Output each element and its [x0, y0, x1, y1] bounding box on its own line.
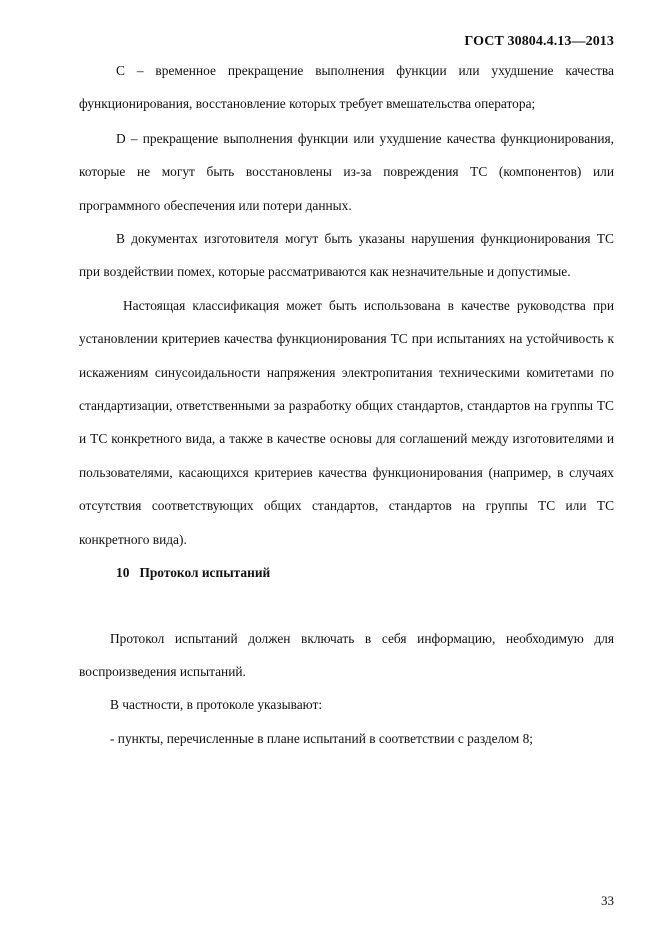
- page-number: 33: [601, 893, 614, 908]
- paragraph-class-d: D – прекращение выполнения функции или ухудшение качества функционирования, которые не могут быть восстановлены из-за повреждения ТС (компонентов) или программного обеспечения или потери данных.: [79, 130, 614, 213]
- paragraph-manufacturer-docs: В документах изготовителя могут быть указаны нарушения функционирования ТС при воздействии помех, которые рассматриваются как незначительные и допустимые.: [79, 231, 614, 280]
- paragraph-classification-use: Настоящая классификация может быть использована в качестве руководства при установлении критериев качества функционирования ТС при испытаниях на устойчивость к искажениям синусоидальности напряжения электропитания техническими комитетами по стандартизации, ответственными за разработку общих стандартов, стандартов на группы ТС и ТС конкретного вида, а также в качестве основы для соглашений между изготовителями и пользователями, касающихся критериев качества функционирования (например, в случаях отсутствия соответствующих общих стандартов, стандартов на группы ТС или ТС конкретного вида).: [79, 297, 614, 547]
- section-number: 10: [116, 565, 130, 581]
- list-item: - пункты, перечисленные в плане испытаний в соответствии с разделом 8;: [110, 730, 533, 746]
- paragraph-class-c: С – временное прекращение выполнения функции или ухудшение качества функционирования, восстановление которых требует вмешательства оператора;: [79, 63, 614, 112]
- document-body: [79, 54, 614, 755]
- document-header: [464, 34, 614, 50]
- paragraph-protocol-specifics: В частности, в протоколе указывают:: [110, 697, 323, 713]
- standard-id: ГОСТ 30804.4.13—2013: [464, 34, 614, 49]
- section-heading: [79, 556, 614, 589]
- paragraph-protocol-content: Протокол испытаний должен включать в себя информацию, необходимую для воспроизведения испытаний.: [79, 630, 614, 679]
- section-title: Протокол испытаний: [139, 565, 271, 581]
